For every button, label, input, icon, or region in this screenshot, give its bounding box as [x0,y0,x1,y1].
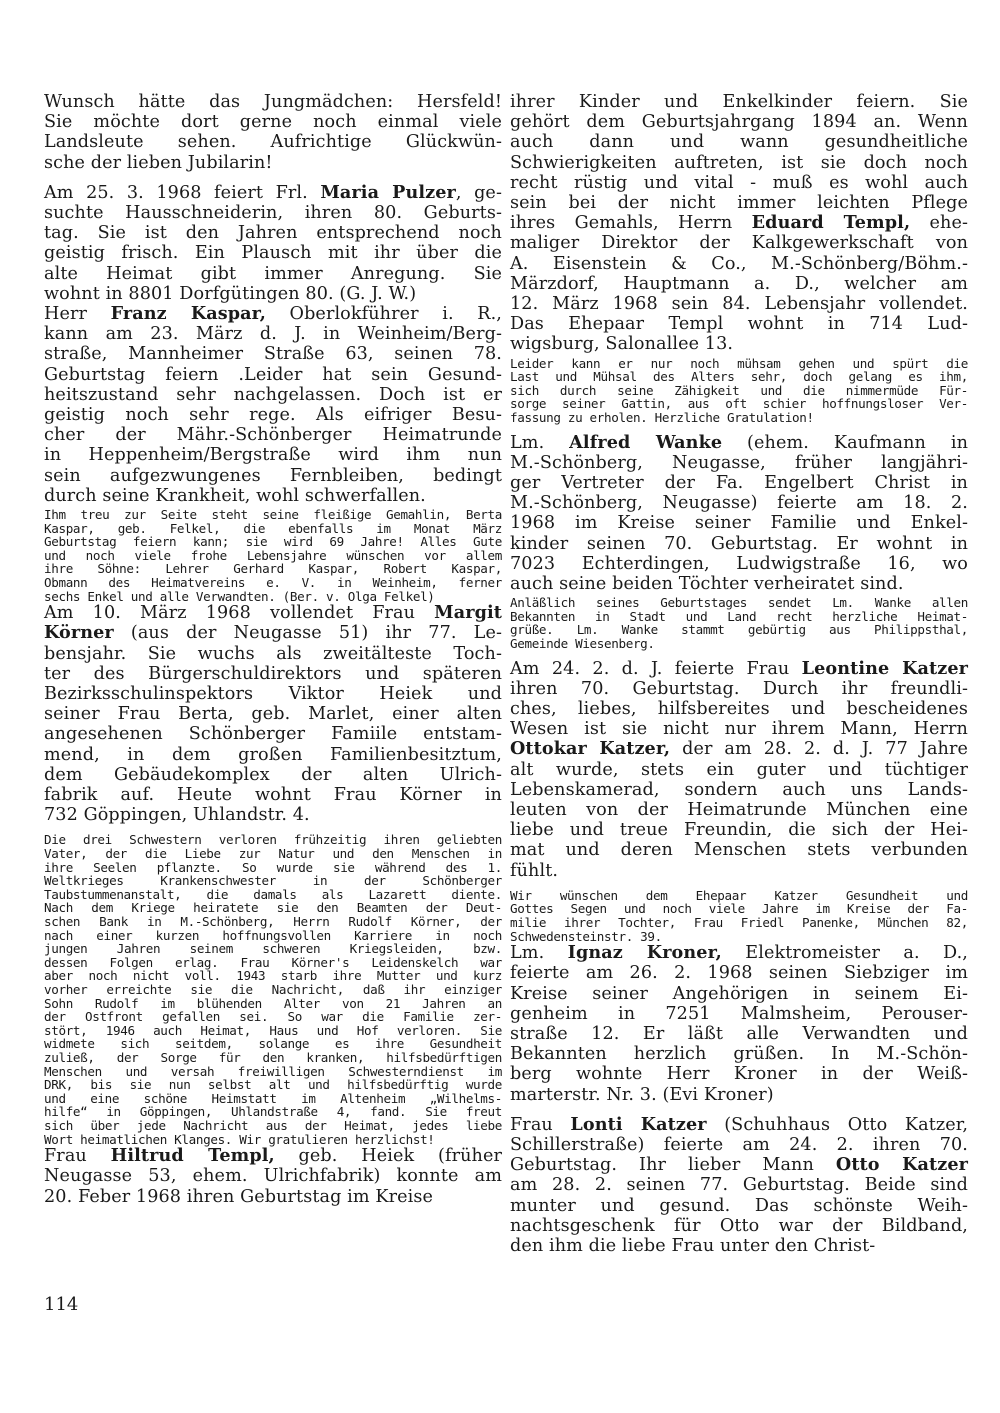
text-line: gehört dem Geburtsjahrgang 1894 an. Wenn [510,112,968,133]
text-line: Geburtstag feiern kann; sie wird 69 Jahre! Alles Gute [44,534,502,550]
text-line: am 28. 2. seinen 77. Geburtstag. Beide sind [510,1175,968,1196]
text-line: und eine schöne Heimstatt im Altenheim „Wilhelms- [44,1090,502,1106]
text-line: Die drei Schwestern verloren frühzeitig ihren geliebten [44,832,502,848]
text-line: und noch viele frohe Lebensjahre wünschen vor allem [44,547,502,563]
text-line: Obmann des Heimatvereins e. V. in Weinheim, ferner [44,575,502,591]
text-line: Frau Hiltrud Templ, geb. Heiek (früher [44,1145,503,1167]
text-line: Am 25. 3. 1968 feiert Frl. Maria Pulzer, ge- [44,181,502,203]
text-line: maliger Direktor der Kalkgewerkschaft von [510,233,968,254]
text-line: den ihm die liebe Frau unter den Christ- [510,1236,876,1257]
text-line: nachtsgeschenk für Otto war der Bildband, [510,1215,968,1236]
text-line: fassung zu erholen. Herzliche Gratulation! [510,410,814,426]
text-line: straße 12. Er läßt alle Verwandten und [510,1024,968,1045]
person-name: Ignaz Kroner, [567,942,722,964]
text-line: ter des Bürgerschuldirektors und späteren [44,663,502,684]
text-line: geistig frisch. Ein Plausch mit ihr über die [44,243,502,264]
text-line: aber noch nicht voll. 1943 starb ihre Mutter und kurz [44,968,502,984]
text-line: straße, Mannheimer Straße 63, seinen 78. [44,344,502,365]
text-line: Nach dem Kriege heiratete sie den Beamten der Deut- [44,900,502,916]
text-line: Am 24. 2. d. J. feierte Frau Leontine Katzer [510,657,968,679]
text-line: fühlt. [510,860,559,881]
text-line: Körner (aus der Neugasse 51) ihr 77. Le- [44,622,502,644]
text-line: ihren 70. Geburtstag. Durch ihr freundli- [510,678,968,699]
text-line: geistig noch sehr rege. Als eifriger Besu- [44,405,502,426]
text-line: vorher erreichte sie die Nachricht, daß ihr einziger [44,981,502,997]
text-line: Kreise seiner Angehörigen in seinem Ei- [510,983,968,1004]
paragraph-hiltrud-templ [44,1146,502,1207]
text-line: mat und deren Menschen stets verbunden [510,840,968,861]
text-line: milie ihrer Tochter, Frau Friedl Panenke, München 82, [510,915,968,931]
text-line: DRK, bis sie nun selbst alt und hilfsbedürftig wurde [44,1077,502,1093]
text-line: sich über jede Nachricht aus der Heimat, jedes liebe [44,1117,502,1133]
text-line: Bekannten herzlich grüßen. In M.-Schön- [510,1044,968,1065]
text-line: sich durch seine Zähigkeit und die nimmermüde Für- [510,382,968,398]
text-line: dem Gebäudekomplex der alten Ulrich- [44,764,502,785]
text-line: M.-Schönberg, Neugasse) feierte am 18. 2. [510,493,968,514]
paragraph-franz-kaspar [44,304,502,506]
text-line: Kaspar, geb. Felkel, die ebenfalls im Monat März [44,520,502,536]
text-line: Wesen ist sie nicht nur ihrem Mann, Herrn [510,719,968,740]
paragraph-small-templ [510,357,968,425]
text-line: munter und gesund. Das schönste Weih- [510,1195,968,1216]
text-line: Anläßlich seines Geburtstages sendet Lm. Wanke allen [510,595,968,611]
paragraph-small-wanke [510,596,968,650]
text-line: cher der Mähr.-Schönberger Heimatrunde [44,425,502,446]
text-line: Lm. Alfred Wanke (ehem. Kaufmann in [510,431,968,453]
text-line: feierte am 26. 2. 1968 seinen Siebziger im [510,963,968,984]
page-number: 114 [44,1294,79,1315]
person-name: Eduard Templ, [751,212,911,234]
text-line: liebe und treue Freundin, die sich der Hei- [510,820,968,841]
text-line: fabrik auf. Heute wohnt Frau Körner in [44,785,502,806]
text-line: Taubstummenanstalt, die damals als Lazarett diente. [44,886,502,902]
text-line: 732 Göppingen, Uhlandstr. 4. [44,805,310,826]
text-line: Lebenskamerad, sondern auch uns Lands- [510,779,968,800]
text-line: tag. Sie ist den Jahren entsprechend noch [44,223,502,244]
paragraph [44,92,502,173]
text-line: ihre Söhne: Lehrer Gerhard Kaspar, Robert Kaspar, [44,561,502,577]
text-line: angesehenen Schönberger Famiile entstam- [44,724,502,745]
text-line: mend, in dem großen Familienbesitztum, [44,744,502,765]
text-line: ihre Seelen pflanzte. So wurde sie während des 1. [44,859,502,875]
text-line: Ottokar Katzer, der am 28. 2. d. J. 77 Jahre [510,738,968,760]
text-line: Sohn Rudolf im blühenden Alter von 21 Jahren an [44,995,502,1011]
text-line: M.-Schönberg, Neugasse, früher langjähri- [510,452,968,473]
text-line: schen Bank in M.-Schönberg, Herrn Rudolf Körner, der [44,914,502,930]
text-line: dessen Folgen erlag. Frau Körner's Leidenskelch war [44,954,502,970]
person-name: Leontine Katzer [801,657,968,679]
text-line: Schwedensteinstr. 39. [510,928,662,944]
text-line: Das Ehepaar Templ wohnt in 714 Lud- [510,314,968,335]
text-line: grüße. Lm. Wanke stammt gebürtig aus Philippsthal, [510,622,968,638]
text-line: 20. Feber 1968 ihren Geburtstag im Kreise [44,1186,433,1207]
text-line: durch seine Krankheit, wohl schwerfallen. [44,485,426,506]
person-name: Körner [44,622,114,644]
text-line: kinder seinen 70. Geburtstag. Er wohnt in [510,533,968,554]
text-line: Schillerstraße) feierte am 24. 2. ihren 70. [510,1135,968,1156]
person-name: Maria Pulzer [320,181,456,203]
person-name: Margit [434,602,502,624]
text-line: Landsleute sehen. Aufrichtige Glückwün- [44,132,502,153]
text-line: Frau Lonti Katzer (Schuhhaus Otto Katzer, [510,1113,969,1135]
text-line: der Ostfront gefallen sei. So war die Familie zer- [44,1009,502,1025]
person-name: Ottokar Katzer, [510,738,671,760]
text-line: 12. März 1968 sein 84. Lebensjahr vollendet. [510,294,968,315]
text-line: stört, 1946 auch Heimat, Haus und Hof verloren. Sie [44,1022,502,1038]
paragraph-margit-koerner [44,603,502,825]
text-line: leuten von der Heimatrunde München eine [510,800,968,821]
text-line: jungen Jahren seinem schweren Kriegsleiden, bzw. [44,941,502,957]
text-line: berg wohnte Herr Kroner in der Weiß- [510,1064,968,1085]
text-line: Märzdorf, Hauptmann a. D., welcher am [510,273,968,294]
person-name: Lonti Katzer [570,1113,707,1135]
text-line: genheim in 7251 Malmsheim, Perouser- [510,1003,968,1024]
text-line: 7023 Echterdingen, Ludwigstraße 16, wo [510,553,968,574]
person-name: Franz Kaspar, [110,303,266,325]
text-line: recht rüstig und vital - muß es wohl auch [510,172,968,193]
text-line: Gemeinde Wiesenberg. [510,636,655,652]
text-line: Last und Mühsal des Alters sehr, doch gelang es ihm, [510,369,968,385]
text-line: zuließ, der Sorge für den kranken, hilfsbedürftigen [44,1049,502,1065]
text-line: in Heppenheim/Bergstraße wird ihm nun [44,445,502,466]
text-line: Bezirksschulinspektors Viktor Heiek und [44,684,502,705]
text-line: 1968 im Kreise seiner Familie und Enkel- [510,513,968,534]
paragraph-small-kaspar [44,508,502,603]
text-line: alte Heimat gibt immer Anregung. Sie [44,263,502,284]
text-line: sche der lieben Jubilarin! [44,152,273,173]
text-line: seiner Frau Berta, geb. Marlet, einer alten [44,704,502,725]
text-line: alt wurde, stets ein guter und tüchtiger [510,759,968,780]
text-line: nach einer kurzen hoffnungsvollen Karriere in noch [44,927,502,943]
text-line: Lm. Ignaz Kroner, Elektromeister a. D., [510,942,968,964]
paragraph-alfred-wanke [510,433,968,595]
text-line: ger Vertreter der Fa. Engelbert Christ in [510,473,968,494]
text-line: Menschen und versah freiwilligen Schwesterndienst im [44,1063,502,1079]
text-line: Gottes Segen und noch viele Jahre im Kreise der Fa- [510,901,968,917]
text-line: Ihm treu zur Seite steht seine fleißige Gemahlin, Berta [44,507,502,523]
text-line: Neugasse 53, ehem. Ulrichfabrik) konnte am [44,1166,502,1187]
paragraph-ignaz-kroner [510,943,968,1105]
paragraph-lonti-katzer [510,1115,968,1256]
text-line: Wir wünschen dem Ehepaar Katzer Gesundheit und [510,887,968,903]
text-line: Geburtstag feiern .Leider hat sein Gesund- [44,364,502,385]
text-line: marterstr. Nr. 3. (Evi Kroner) [510,1084,774,1105]
text-line: Weltkrieges Krankenschwester in der Schönberger [44,873,502,889]
text-line: heitszustand sehr nachgelassen. Doch ist er [44,384,502,405]
text-line: ches, liebes, hilfsbereites und bescheidenes [510,699,968,720]
text-line: bensjahr. Sie wuchs als zweitälteste Toch- [44,643,502,664]
text-line: ihrer Kinder und Enkelkinder feiern. Sie [510,92,968,112]
text-line: Schwierigkeiten auftreten, ist sie doch noch [510,152,968,173]
paragraph-small-koerner [44,833,502,1146]
text-line: Geburtstag. Ihr lieber Mann Otto Katzer [510,1154,969,1176]
paragraph-leontine-katzer [510,659,968,881]
paragraph-maria-pulzer [44,183,502,304]
text-line: hilfe“ in Göppingen, Uhlandstraße 4, fand. Sie freut [44,1104,502,1120]
person-name: Hiltrud Templ, [110,1145,275,1167]
text-line: ihres Gemahls, Herrn Eduard Templ, ehe- [510,212,968,234]
text-line: sein bei der nicht immer leichten Pflege [510,193,968,214]
text-line: Leider kann er nur noch mühsam gehen und spürt die [510,355,968,371]
text-line: Sie möchte dort gerne noch einmal viele [44,112,502,133]
paragraph-eduard-templ [510,92,968,355]
person-name: Alfred Wanke [569,431,723,453]
text-line: sein aufgezwungenes Fernbleiben, bedingt [44,465,502,486]
text-line: wohnt in 8801 Dorfgütingen 80. (G. J. W.) [44,283,417,304]
left-column [44,92,502,1207]
text-line: kann am 23. März d. J. in Weinheim/Berg- [44,324,502,345]
text-line: wigsburg, Salonallee 13. [510,334,734,355]
text-line: Wort heimatlichen Klanges. Wir gratulieren herzlichst! [44,1131,435,1147]
text-line: A. Eisenstein & Co., M.-Schönberg/Böhm.- [510,253,968,274]
text-line: Wunsch hätte das Jungmädchen: Hersfeld! [44,92,502,112]
person-name: Otto Katzer [835,1154,969,1176]
text-line: Vater, der die Liebe zur Natur und den Menschen in [44,846,502,862]
text-line: sechs Enkel und alle Verwandten. (Ber. v. Olga Felkel) [44,588,435,604]
text-line: Herr Franz Kaspar, Oberlokführer i. R., [44,303,502,325]
text-line: auch seine beiden Töchter verheiratet sind. [510,574,904,595]
text-line: sorge seiner Gattin, aus oft schier hoffnungsloser Ver- [510,396,968,412]
text-line: Am 10. März 1968 vollendet Frau Margit [44,602,502,624]
paragraph-small-katzer [510,889,968,943]
text-line: suchte Hausschneiderin, ihren 80. Geburts- [44,203,502,224]
text-line: widmete sich seitdem, solange es ihre Gesundheit [44,1036,502,1052]
text-line: Bekannten in Stadt und Land recht herzliche Heimat- [510,608,968,624]
text-line: auch dann und wann gesundheitliche [510,132,968,153]
right-column [510,92,968,1256]
